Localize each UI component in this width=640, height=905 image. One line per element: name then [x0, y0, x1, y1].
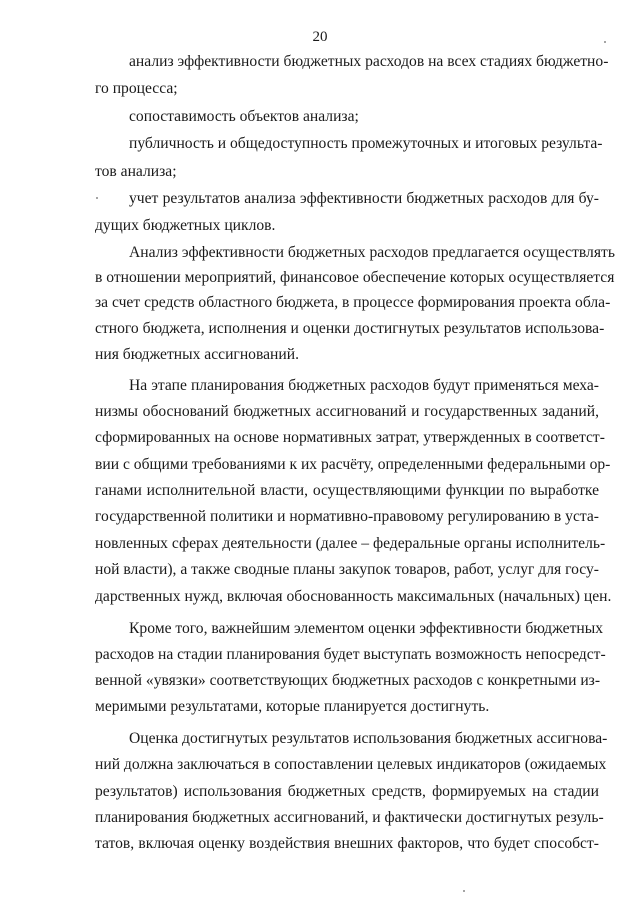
text-line: [0, 556, 640, 584]
text-line-content: тов анализа;: [95, 163, 177, 180]
text-line: [0, 398, 640, 426]
text-line: [0, 158, 640, 186]
text-line-content: вии с общими требованиями к их расчёту, определенными федеральными ор-: [95, 456, 611, 473]
text-line: [0, 289, 640, 317]
text-line-content: сопоставимость объектов анализа;: [129, 108, 359, 125]
text-line: [0, 185, 640, 213]
text-line: [0, 477, 640, 505]
text-line-content: татов, включая оценку воздействия внешних факторов, что будет способст-: [95, 835, 599, 852]
text-line: [0, 451, 640, 479]
text-line: [0, 315, 640, 343]
text-line-content: публичность и общедоступность промежуточных и итоговых результа-: [129, 135, 603, 152]
page-number: 20: [312, 29, 328, 45]
text-line-content: венной «увязки» соответствующих бюджетных расходов с конкретными из-: [95, 672, 601, 689]
scan-speck: [604, 41, 606, 43]
text-line-content: Анализ эффективности бюджетных расходов предлагается осуществлять: [129, 244, 615, 261]
text-line: [0, 583, 640, 611]
text-line-content: за счет средств областного бюджета, в процессе формирования проекта обла-: [95, 294, 611, 311]
text-line-content: анализ эффективности бюджетных расходов на всех стадиях бюджетно-: [129, 53, 609, 70]
text-line: [0, 615, 640, 643]
text-line: [0, 75, 640, 103]
text-line-content: Оценка достигнутых результатов использования бюджетных ассигнова-: [129, 730, 608, 747]
text-line-content: планирования бюджетных ассигнований, и фактически достигнутых резуль-: [95, 809, 604, 826]
text-line-content: сформированных на основе нормативных затрат, утвержденных в соответст-: [95, 429, 605, 446]
text-line: [0, 264, 640, 292]
text-line-content: дарственных нужд, включая обоснованность максимальных (начальных) цен.: [95, 588, 612, 605]
text-line-content: На этапе планирования бюджетных расходов будут применяться меха-: [129, 377, 599, 394]
text-line-content: ной власти), а также сводные планы закупок товаров, работ, услуг для госу-: [95, 561, 599, 578]
text-line-content: государственной политики и нормативно-правовому регулированию в уста-: [95, 508, 599, 525]
text-line: [0, 804, 640, 832]
text-line: [0, 103, 640, 131]
text-line-content: Кроме того, важнейшим элементом оценки эффективности бюджетных: [129, 620, 604, 637]
text-line-content: расходов на стадии планирования будет выступать возможность непосредст-: [95, 646, 606, 663]
text-line-content: новленных сферах деятельности (далее – федеральные органы исполнитель-: [95, 535, 606, 552]
text-line: [0, 341, 640, 369]
text-line: [0, 48, 640, 76]
text-line-content: в отношении мероприятий, финансовое обеспечение которых осуществляется: [95, 269, 615, 286]
text-line-content: ния бюджетных ассигнований.: [95, 346, 299, 363]
text-line: [0, 372, 640, 400]
text-line-content: меримыми результатами, которые планируется достигнуть.: [95, 698, 490, 715]
text-line: [0, 424, 640, 452]
scan-speck: [96, 197, 98, 199]
text-line: [0, 751, 640, 779]
text-line: [0, 503, 640, 531]
text-line-content: дущих бюджетных циклов.: [95, 217, 276, 234]
text-line-content: ганами исполнительной власти, осуществляющими функции по выработке: [95, 482, 599, 499]
text-line-content: ний должна заключаться в сопоставлении целевых индикаторов (ожидаемых: [95, 756, 607, 773]
text-line: [0, 212, 640, 240]
text-line-content: низмы обоснований бюджетных ассигнований и государственных заданий,: [95, 403, 599, 420]
text-line-content: го процесса;: [95, 80, 178, 97]
text-line-content: учет результатов анализа эффективности бюджетных расходов для бу-: [129, 190, 599, 207]
text-line: [0, 693, 640, 721]
text-line-content: результатов) использования бюджетных средств, формируемых на стадии: [95, 783, 599, 800]
text-line: [0, 778, 640, 806]
text-line: [0, 239, 640, 267]
text-line: [0, 130, 640, 158]
text-line: [0, 830, 640, 858]
text-line: [0, 725, 640, 753]
text-line: [0, 641, 640, 669]
scan-speck: [463, 890, 465, 892]
text-line-content: стного бюджета, исполнения и оценки достигнутых результатов использова-: [95, 320, 605, 337]
text-line: [0, 667, 640, 695]
text-line: [0, 530, 640, 558]
